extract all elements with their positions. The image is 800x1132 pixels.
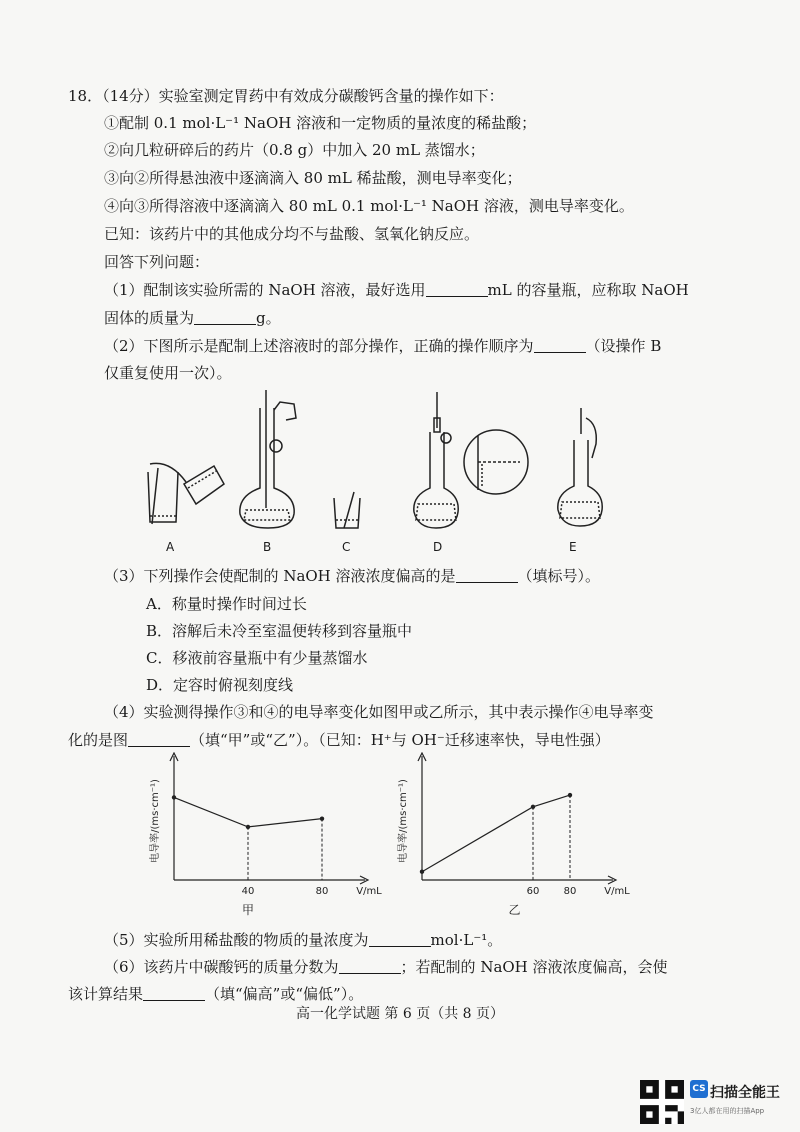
q3-option-b: B．溶解后未冷至室温便转移到容量瓶中 (146, 622, 413, 640)
q5-blank[interactable] (369, 932, 431, 947)
brand-name: 扫描全能王 (710, 1085, 780, 1101)
cs-logo-icon: CS (690, 1080, 708, 1098)
step-2: ②向几粒研碎后的药片（0.8 g）中加入 20 mL 蒸馏水； (104, 141, 485, 159)
q5-text-b: mol·L⁻¹。 (430, 931, 503, 949)
x-axis-label: V/mL (356, 886, 382, 897)
q3-option-d: D．定容时俯视刻度线 (146, 676, 294, 694)
q1-text-d: g。 (256, 309, 281, 327)
data-point (420, 870, 424, 874)
y-axis-label: 电导率/(ms·cm⁻¹) (150, 779, 161, 863)
apparatus-a (148, 463, 224, 524)
step-1: ①配制 0.1 mol·L⁻¹ NaOH 溶液和一定物质的量浓度的稀盐酸； (104, 114, 537, 132)
chart-jia (146, 752, 386, 922)
chart-yi (394, 752, 634, 922)
answer-prompt: 回答下列问题： (104, 253, 210, 271)
data-point (172, 795, 176, 799)
fig-label-a: A (166, 540, 175, 554)
q3-blank[interactable] (456, 568, 518, 583)
q6-text-a: （6）该药片中碳酸钙的质量分数为 (104, 958, 339, 976)
x-tick-label: 80 (315, 886, 329, 897)
step-4: ④向③所得溶液中逐滴滴入 80 mL 0.1 mol·L⁻¹ NaOH 溶液，测电导率变化。 (104, 197, 634, 215)
page-footer: 高一化学试题 第 6 页（共 8 页） (295, 1006, 505, 1022)
series-line (174, 797, 322, 827)
chart-title: 乙 (508, 903, 521, 917)
fig-label-c: C (342, 540, 351, 554)
apparatus-b (240, 390, 296, 528)
q3-text: （3）下列操作会使配制的 NaOH 溶液浓度偏高的是 (104, 567, 456, 585)
q4-text-c: （填“甲”或“乙”）。（已知：H⁺与 OH⁻迁移速率快，导电性强） (190, 731, 610, 749)
q6-blank-fraction[interactable] (339, 959, 401, 974)
q4-text-b: 化的是图 (68, 731, 129, 749)
x-tick-label: 80 (563, 886, 577, 897)
fig-label-d: D (433, 540, 443, 554)
apparatus-d (414, 392, 528, 528)
q3-tail: （填标号）。 (517, 567, 601, 585)
x-tick-label: 60 (526, 886, 540, 897)
q1-text-b: mL 的容量瓶，应称取 NaOH (487, 281, 689, 299)
fig-label-e: E (569, 540, 577, 554)
q1-line1 (104, 280, 689, 300)
q4-line1: （4）实验测得操作③和④的电导率变化如图甲或乙所示，其中表示操作④电导率变 (104, 703, 654, 721)
known-note: 已知：该药片中的其他成分均不与盐酸、氢氧化钠反应。 (104, 225, 480, 243)
fig-label-b: B (263, 540, 272, 554)
q1-line2 (104, 308, 281, 328)
q2-blank-order[interactable] (534, 338, 586, 353)
q5-text-a: （5）实验所用稀盐酸的物质的量浓度为 (104, 931, 369, 949)
q1-text-c: 固体的质量为 (104, 309, 195, 327)
q6-text-c: 该计算结果 (68, 985, 144, 1003)
qr-code-icon (640, 1080, 684, 1124)
q5-line (104, 930, 502, 950)
apparatus-c (334, 492, 360, 528)
q3-option-c: C．移液前容量瓶中有少量蒸馏水 (146, 649, 368, 667)
step-3: ③向②所得悬浊液中逐滴滴入 80 mL 稀盐酸，测电导率变化； (104, 169, 522, 187)
q6-line2 (68, 984, 363, 1004)
series-line (422, 795, 570, 872)
q3-line (104, 566, 600, 586)
x-axis-label: V/mL (604, 886, 630, 897)
q6-blank-effect[interactable] (143, 986, 205, 1001)
q2-line1 (104, 336, 661, 356)
chart-title: 甲 (241, 903, 255, 917)
q1-blank-volume[interactable] (426, 282, 488, 297)
q4-blank[interactable] (128, 732, 190, 747)
q1-text-a: （1）配制该实验所需的 NaOH 溶液，最好选用 (104, 281, 426, 299)
brand-tagline: 3亿人都在用的扫描App (690, 1107, 765, 1115)
apparatus-e (558, 408, 602, 526)
question-header: 18．（14分）实验室测定胃药中有效成分碳酸钙含量的操作如下： (68, 87, 504, 105)
x-tick-label: 40 (241, 886, 255, 897)
q6-line1 (104, 957, 668, 977)
q6-text-d: （填“偏高”或“偏低”）。 (205, 985, 364, 1003)
apparatus-figure (0, 388, 800, 548)
y-axis-label: 电导率/(ms·cm⁻¹) (398, 779, 409, 863)
q3-option-a: A．称量时操作时间过长 (146, 595, 307, 613)
q1-blank-mass[interactable] (194, 310, 256, 325)
q2-text-b: （设操作 B (585, 337, 662, 355)
q4-line2 (68, 730, 610, 750)
q2-line2: 仅重复使用一次）。 (104, 364, 232, 382)
q6-text-b: ；若配制的 NaOH 溶液浓度偏高，会使 (400, 958, 668, 976)
q2-text-a: （2）下图所示是配制上述溶液时的部分操作，正确的操作顺序为 (104, 337, 534, 355)
